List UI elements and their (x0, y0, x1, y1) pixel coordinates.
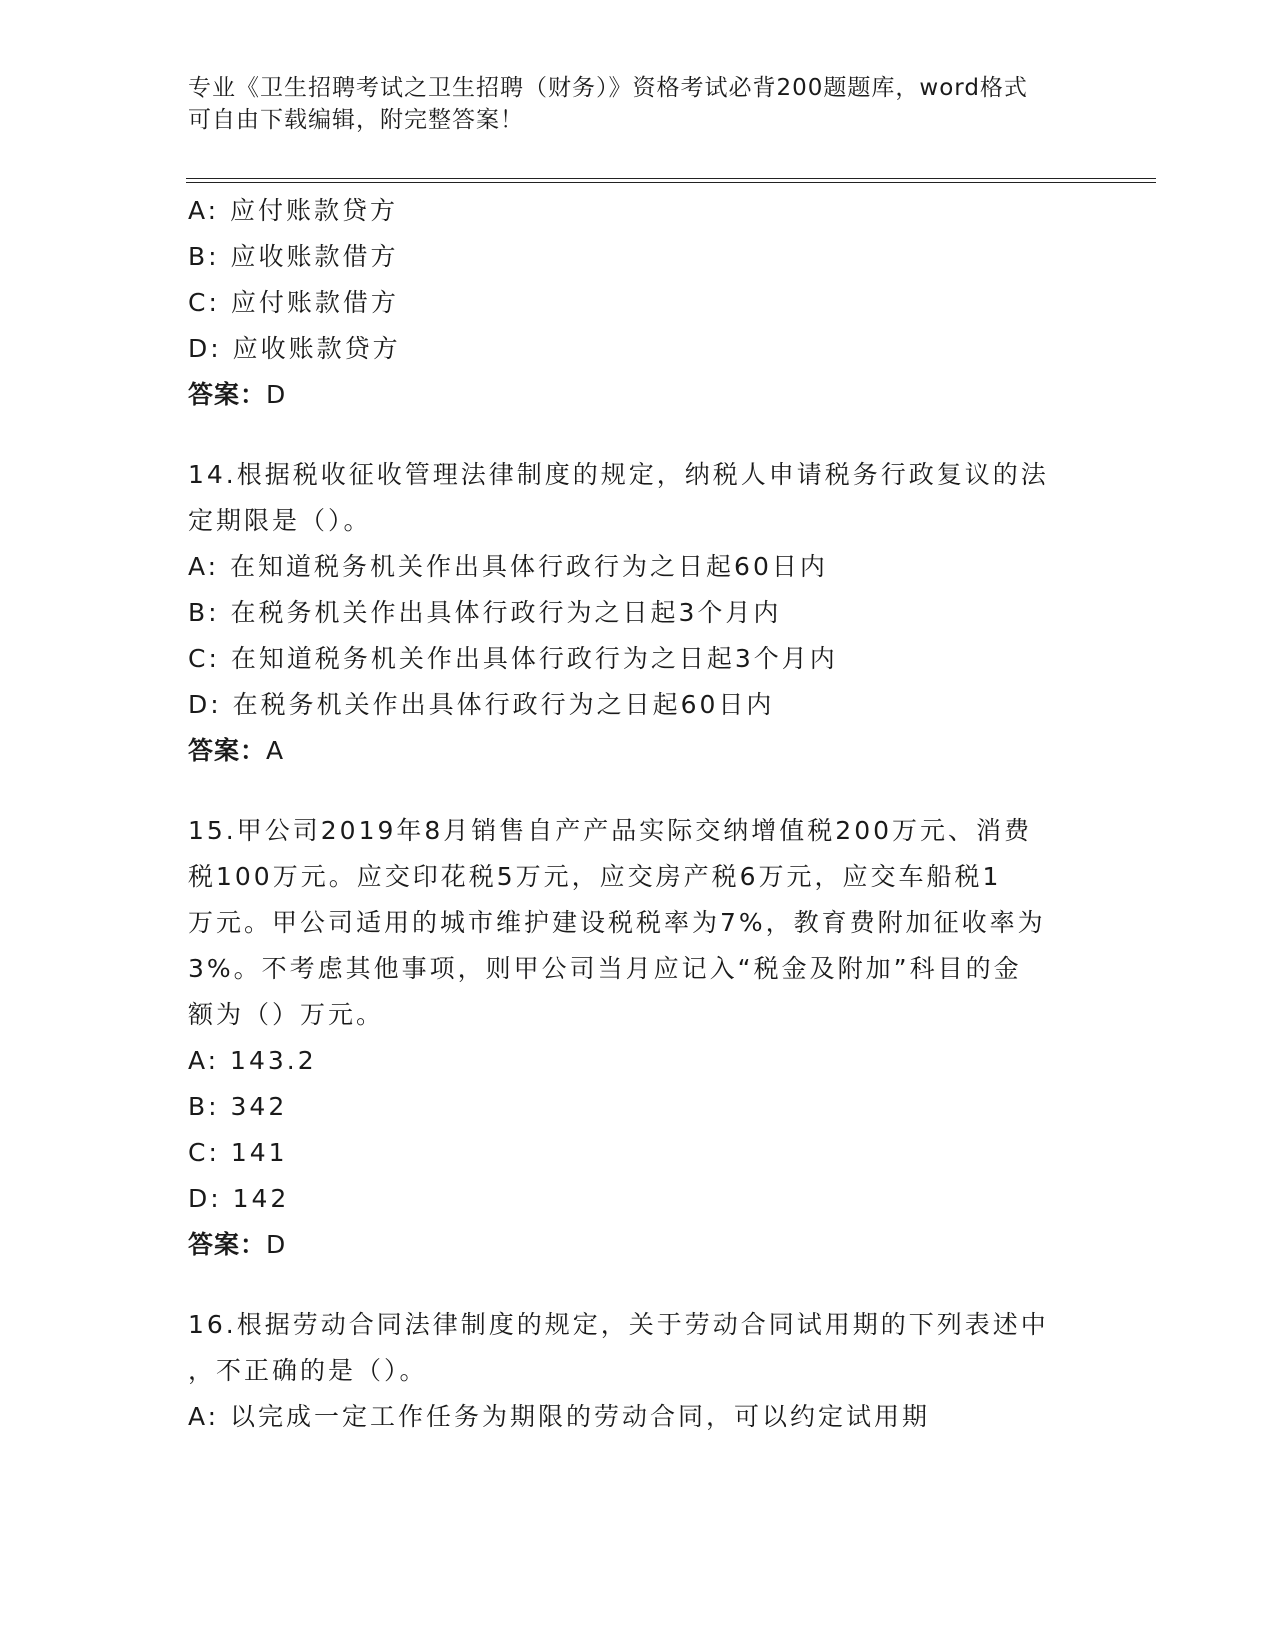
header-line-2: 可自由下载编辑，附完整答案！ (188, 107, 524, 133)
answer-label: 答案： (188, 380, 267, 409)
document-body (188, 188, 1088, 1440)
document-header (188, 72, 1068, 136)
option-b: B: 在税务机关作出具体行政行为之日起3个月内 (188, 598, 782, 627)
header-divider (186, 178, 1156, 183)
option-b: B: 342 (188, 1092, 288, 1121)
answer-value: A (266, 736, 285, 765)
question-stem-line: 3%。不考虑其他事项，则甲公司当月应记入“税金及附加”科目的金 (188, 954, 1022, 983)
question-stem-line: 16.根据劳动合同法律制度的规定，关于劳动合同试用期的下列表述中 (188, 1310, 1049, 1339)
question-stem-line: 15.甲公司2019年8月销售自产产品实际交纳增值税200万元、消费 (188, 816, 1033, 845)
question-stem-line: 万元。甲公司适用的城市维护建设税税率为7%，教育费附加征收率为 (188, 908, 1046, 937)
answer-label: 答案： (188, 736, 267, 765)
option-a: A: 在知道税务机关作出具体行政行为之日起60日内 (188, 552, 828, 581)
answer-value: D (266, 380, 287, 409)
option-a: A: 应付账款贷方 (188, 196, 399, 225)
option-c: C: 在知道税务机关作出具体行政行为之日起3个月内 (188, 644, 838, 673)
answer-value: D (266, 1230, 287, 1259)
option-a: A: 以完成一定工作任务为期限的劳动合同，可以约定试用期 (188, 1402, 931, 1431)
header-line-1: 专业《卫生招聘考试之卫生招聘（财务）》资格考试必背200题题库，word格式 (188, 75, 1028, 101)
option-d: D: 在税务机关作出具体行政行为之日起60日内 (188, 690, 775, 719)
answer-line (188, 1222, 1088, 1268)
answer-label: 答案： (188, 1230, 267, 1259)
option-c: C: 141 (188, 1138, 288, 1167)
question-stem-line: 定期限是（）。 (188, 506, 372, 535)
option-d: D: 142 (188, 1184, 290, 1213)
question-stem-line: ，不正确的是（）。 (188, 1356, 428, 1385)
question-14 (188, 452, 1088, 774)
question-15 (188, 808, 1088, 1268)
answer-line (188, 728, 1088, 774)
question-stem-line: 14.根据税收征收管理法律制度的规定，纳税人申请税务行政复议的法 (188, 460, 1049, 489)
answer-line (188, 372, 1088, 418)
question-13 (188, 188, 1088, 418)
question-16 (188, 1302, 1088, 1440)
question-stem-line: 税100万元。应交印花税5万元，应交房产税6万元，应交车船税1 (188, 862, 1002, 891)
option-c: C: 应付账款借方 (188, 288, 399, 317)
option-a: A: 143.2 (188, 1046, 317, 1075)
question-stem-line: 额为（）万元。 (188, 1000, 385, 1029)
option-b: B: 应收账款借方 (188, 242, 399, 271)
option-d: D: 应收账款贷方 (188, 334, 401, 363)
